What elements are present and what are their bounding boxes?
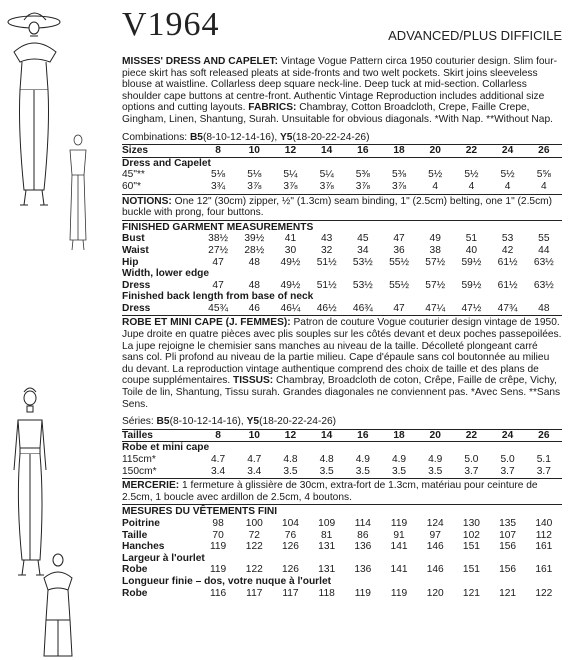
table-cell: 47¾ <box>497 302 518 314</box>
table-cell: 39½ <box>244 233 265 245</box>
table-cell: 48 <box>248 256 260 268</box>
table-cell: 4.9 <box>428 454 443 465</box>
table-cell: 122 <box>245 564 263 576</box>
title-fr: ROBE ET MINI CAPE (J. FEMMES): <box>122 317 291 329</box>
size-table-en <box>122 145 562 192</box>
text: Y5 <box>246 416 260 428</box>
table-cell: 5.0 <box>500 454 515 465</box>
figure-sleeveless-dress <box>14 388 46 575</box>
measurements-heading-fr: MESURES DU VÊTEMENTS FINI <box>122 504 562 518</box>
table-cell: 4 <box>468 180 475 192</box>
table-cell: 126 <box>281 541 299 553</box>
table-cell: 156 <box>499 564 517 576</box>
table-cell: 131 <box>318 541 336 553</box>
table-cell: 4.8 <box>319 454 334 465</box>
table-cell: 3⅞ <box>355 180 370 192</box>
table-cell: 146 <box>426 541 444 553</box>
table-cell: 53½ <box>352 256 373 268</box>
table-cell: 10 <box>236 145 272 157</box>
text: Patron de couture Vogue couturier design vintage de 1950. Jupe droite en quatre pièces avec plis souples sur les côtés devant et deux poches passepoilées. La jupe rejoigne le chemisier sans manches au niveau de la taille. Décolleté plongeant carré sans col. Pli profond au niveau de la partie milieu. Cape d'épaule sans col boutonnée au milieu du devant. La reproduction vintage authentique comprend des choix de taille et des plans de coupe supplémentaires. <box>122 317 562 387</box>
table-cell: 72 <box>248 529 260 541</box>
text: Sizes <box>122 145 200 157</box>
table-cell: 3¾ <box>211 180 226 192</box>
text: 1 fermeture à glissière de 30cm, extra-fort de 1.3cm, matériau pour ceinture de 2.5cm, 1 boucle avec ardillon de 2.5cm, 4 boutons. <box>122 480 538 503</box>
table-cell: 26 <box>526 145 562 157</box>
table-cell: 4 <box>504 180 511 192</box>
table-cell: 5⅛ <box>211 169 226 181</box>
table-row <box>122 181 562 193</box>
table-cell: 121 <box>499 587 517 599</box>
text: Finished back length from base of neck <box>122 291 314 303</box>
table-cell: 3⅞ <box>283 180 298 192</box>
sizes-row <box>122 430 562 442</box>
table-cell: 16 <box>345 145 381 157</box>
table-cell: 5⅜ <box>355 169 370 181</box>
description-text-en: Vintage Vogue Pattern circa 1950 couturier design. Slim four-piece skirt has soft released pleats at side-fronts and two welt pockets. Skirt joins sleeveless blouse at waistline. Collarless deep square neck-line. Deep tuck at mid-section. Collarless shoulder cape buttons at centre-front. Authentic Vintage Reproduction includes additional size options and cutting layouts. <box>122 56 558 114</box>
table-cell: 28½ <box>244 244 265 256</box>
table-cell: 63½ <box>533 256 554 268</box>
text: Tailles <box>122 430 200 442</box>
table-cell: 5.1 <box>536 454 551 465</box>
text: 45"** <box>122 169 145 181</box>
table-cell: 47 <box>393 233 405 245</box>
table-row <box>122 245 562 257</box>
table-cell: 146 <box>426 564 444 576</box>
size-table-fr <box>122 430 562 477</box>
table-row <box>122 442 562 454</box>
pattern-number: V1964 <box>122 6 220 43</box>
text: Robe <box>122 587 148 599</box>
table-cell: 51 <box>465 233 478 245</box>
table-cell: 122 <box>535 587 553 599</box>
table-cell: 22 <box>453 430 489 442</box>
table-cell: 12 <box>272 145 308 157</box>
table-cell: 3.7 <box>536 465 551 477</box>
table-cell: 118 <box>318 587 335 599</box>
table-cell: 119 <box>390 517 408 529</box>
table-cell: 14 <box>309 430 345 442</box>
table-cell: 130 <box>462 517 480 529</box>
table-row <box>122 233 562 245</box>
text: TISSUS: <box>233 375 274 387</box>
table-cell: 141 <box>390 564 408 576</box>
table-cell: 38 <box>429 244 441 256</box>
table-cell: 5⅝ <box>536 169 551 181</box>
text: 60"* <box>122 180 141 192</box>
table-row <box>122 169 562 181</box>
table-cell: 3.4 <box>211 465 226 477</box>
table-cell: 47 <box>212 256 224 268</box>
table-cell: 48 <box>538 302 550 314</box>
table-cell: 70 <box>212 529 224 541</box>
table-cell: 46¾ <box>352 302 373 314</box>
table-cell: 91 <box>393 529 405 541</box>
notions-en <box>122 194 562 219</box>
table-cell: 136 <box>354 541 372 553</box>
table-cell: 117 <box>246 587 263 599</box>
table-cell: 8 <box>200 145 236 157</box>
table-cell: 26 <box>526 430 562 442</box>
table-cell: 55½ <box>389 279 409 291</box>
text: Dress <box>122 279 151 291</box>
table-cell: 141 <box>390 541 408 553</box>
table-cell: 10 <box>236 430 272 442</box>
table-cell: 4.7 <box>247 454 262 465</box>
table-cell: 38½ <box>208 233 228 245</box>
table-cell: 121 <box>462 587 480 599</box>
text: 115cm* <box>122 454 156 465</box>
table-row <box>122 541 562 553</box>
table-cell: 34 <box>357 244 369 256</box>
table-cell: 47½ <box>461 302 482 314</box>
table-cell: 5¼ <box>319 169 334 181</box>
table-cell: 47 <box>212 279 224 291</box>
table-cell: 102 <box>462 529 480 541</box>
table-cell: 161 <box>535 564 553 576</box>
table-row <box>122 518 562 530</box>
view-label: Dress and Capelet <box>122 157 211 169</box>
table-cell: 81 <box>320 529 333 541</box>
notions-fr <box>122 478 562 503</box>
table-cell: 47¼ <box>425 302 446 314</box>
table-cell: 55 <box>538 233 550 245</box>
table-cell: 3.5 <box>355 465 370 477</box>
table-cell: 42 <box>501 244 514 256</box>
table-row <box>122 454 562 466</box>
table-row <box>122 303 562 315</box>
table-cell: 3.7 <box>500 465 515 477</box>
table-cell: 49½ <box>280 279 301 291</box>
text: Bust <box>122 233 145 245</box>
table-cell: 27½ <box>208 244 228 256</box>
table-cell: 44 <box>538 244 550 256</box>
table-cell: 49½ <box>280 256 301 268</box>
table-cell: 49 <box>429 233 441 245</box>
table-cell: 3.5 <box>319 465 334 477</box>
table-cell: 4.7 <box>211 454 226 465</box>
difficulty-label: ADVANCED/PLUS DIFFICILE <box>388 28 562 43</box>
table-cell: 112 <box>535 529 552 541</box>
table-cell: 14 <box>309 145 345 157</box>
table-cell: 4.9 <box>355 454 370 465</box>
text: Width, lower edge <box>122 268 210 280</box>
table-cell: 109 <box>318 517 336 529</box>
illustration-column <box>0 0 118 660</box>
table-cell: 5¼ <box>283 169 298 181</box>
table-row <box>122 564 562 576</box>
measurements-heading-en: FINISHED GARMENT MEASUREMENTS <box>122 220 562 234</box>
table-cell: 3.7 <box>464 465 479 477</box>
combinations-line <box>122 132 562 146</box>
table-row <box>122 257 562 269</box>
text: Taille <box>122 529 148 541</box>
table-row <box>122 291 562 303</box>
text: One 12" (30cm) zipper, ½" (1.3cm) seam binding, 1" (2.5cm) belting, one 1" (2.5cm) buckle with prong, four buttons. <box>122 195 553 219</box>
table-cell: 36 <box>393 244 405 256</box>
table-row <box>122 157 562 169</box>
text: B5 <box>156 416 170 428</box>
table-cell: 46½ <box>316 302 337 314</box>
text: 150cm* <box>122 465 157 477</box>
table-cell: 30 <box>284 244 297 256</box>
table-row <box>122 280 562 292</box>
table-cell: 18 <box>381 430 417 442</box>
table-cell: 122 <box>245 541 263 553</box>
table-cell: 5½ <box>500 169 515 181</box>
table-cell: 140 <box>535 517 553 529</box>
table-row <box>122 576 562 588</box>
text: (8-10-12-14-16), <box>202 131 280 143</box>
table-row <box>122 588 562 600</box>
header <box>122 6 562 50</box>
table-cell: 46 <box>248 302 260 314</box>
table-cell: 3⅞ <box>319 180 334 192</box>
measurements-table-en <box>122 233 562 314</box>
table-cell: 51½ <box>316 256 337 268</box>
text: Hip <box>122 256 139 268</box>
text: NOTIONS: <box>122 195 172 207</box>
title-en: MISSES' DRESS AND CAPELET: <box>122 56 279 67</box>
front-view-capelet-detail <box>44 554 72 656</box>
table-cell: 119 <box>209 564 227 576</box>
description-en <box>122 56 562 126</box>
table-cell: 5½ <box>428 169 443 181</box>
table-cell: 3.4 <box>247 465 262 477</box>
table-cell: 45 <box>357 233 369 245</box>
table-cell: 136 <box>354 564 372 576</box>
text: Robe <box>122 564 148 576</box>
table-cell: 8 <box>200 430 236 442</box>
table-cell: 3⅞ <box>247 180 262 192</box>
table-cell: 156 <box>499 541 517 553</box>
table-cell: 114 <box>354 517 371 529</box>
table-cell: 116 <box>209 587 227 599</box>
table-cell: 4 <box>541 180 547 192</box>
table-cell: 20 <box>417 145 453 157</box>
text: Combinations: <box>122 131 190 143</box>
text: Largeur à l'ourlet <box>122 552 205 564</box>
description-fr <box>122 315 562 410</box>
table-cell: 43 <box>320 233 333 245</box>
table-cell: 16 <box>345 430 381 442</box>
text: Waist <box>122 244 149 256</box>
table-cell: 86 <box>357 529 369 541</box>
text: Hanches <box>122 541 165 553</box>
table-cell: 57½ <box>425 279 446 291</box>
table-cell: 5⅛ <box>247 169 262 181</box>
table-cell: 119 <box>354 587 371 599</box>
table-cell: 45¾ <box>208 302 228 314</box>
sizes-row <box>122 145 562 157</box>
text: Poitrine <box>122 517 160 529</box>
text: (18-20-22-24-26) <box>292 131 370 143</box>
text: Chambray, Broadcloth de coton, Crêpe, Faille de crêpe, Vichy, Toile de lin, Shantung, Tissu surah. Grandes diagonales ne conviennent pas. *Avec Sens. **Sans Sens. <box>122 375 561 410</box>
table-cell: 12 <box>272 430 308 442</box>
table-cell: 3.5 <box>391 465 407 477</box>
table-cell: 24 <box>490 430 526 442</box>
table-cell: 100 <box>245 517 263 529</box>
pattern-envelope-text <box>122 56 562 599</box>
table-cell: 107 <box>499 529 517 541</box>
table-cell: 124 <box>426 517 444 529</box>
table-cell: 5⅜ <box>391 169 407 181</box>
table-cell: 63½ <box>533 279 554 291</box>
text: MERCERIE: <box>122 480 180 492</box>
table-cell: 57½ <box>425 256 446 268</box>
table-cell: 126 <box>281 564 299 576</box>
fabrics-text-en: Chambray, Cotton Broadcloth, Crepe, Faille Crepe, Gingham, Linen, Shantung, Surah. Unsuitable for obvious diagonals. *With Nap. **Without Nap. <box>122 102 553 125</box>
table-cell: 161 <box>535 541 553 553</box>
table-cell: 61½ <box>497 256 518 268</box>
table-cell: 5.0 <box>464 454 479 465</box>
table-cell: 119 <box>209 541 227 553</box>
table-cell: 48 <box>248 279 260 291</box>
table-cell: 151 <box>462 541 480 553</box>
text: (18-20-22-24-26) <box>259 416 337 428</box>
table-cell: 53 <box>501 233 514 245</box>
table-cell: 135 <box>499 517 517 529</box>
table-cell: 55½ <box>389 256 409 268</box>
table-cell: 59½ <box>461 279 482 291</box>
table-row <box>122 466 562 478</box>
table-row <box>122 530 562 542</box>
fashion-figure-hat-capelet <box>8 13 60 205</box>
table-cell: 4.8 <box>283 454 298 465</box>
table-cell: 40 <box>465 244 478 256</box>
table-cell: 97 <box>429 529 441 541</box>
table-cell: 18 <box>381 145 417 157</box>
table-cell: 117 <box>282 587 299 599</box>
table-cell: 20 <box>417 430 453 442</box>
table-row <box>122 553 562 565</box>
table-cell: 46¼ <box>280 302 301 314</box>
table-cell: 24 <box>490 145 526 157</box>
table-cell: 61½ <box>497 279 518 291</box>
text: B5 <box>189 131 203 143</box>
table-cell: 22 <box>453 145 489 157</box>
table-cell: 151 <box>462 564 480 576</box>
table-cell: 98 <box>212 517 224 529</box>
text: Dress <box>122 302 151 314</box>
view-label: Robe et mini cape <box>122 442 210 454</box>
table-cell: 47 <box>393 302 405 314</box>
table-cell: 59½ <box>461 256 482 268</box>
table-row <box>122 268 562 280</box>
table-cell: 3.5 <box>428 465 443 477</box>
table-cell: 76 <box>284 529 297 541</box>
table-cell: 120 <box>426 587 444 599</box>
table-cell: 4.9 <box>391 454 407 465</box>
table-cell: 104 <box>281 517 299 529</box>
text: Longueur finie – dos, votre nuque à l'ourlet <box>122 575 332 587</box>
series-line <box>122 416 562 430</box>
table-cell: 5½ <box>464 169 479 181</box>
table-cell: 53½ <box>352 279 373 291</box>
table-cell: 3⅞ <box>391 180 407 192</box>
fabrics-label-en: FABRICS: <box>248 102 297 114</box>
table-cell: 3.5 <box>283 465 298 477</box>
measurements-table-fr <box>122 518 562 599</box>
back-view-dress-sketch <box>70 135 86 250</box>
text: Séries: <box>122 416 157 428</box>
text: (8-10-12-14-16), <box>169 416 247 428</box>
table-cell: 41 <box>284 233 297 245</box>
text: Y5 <box>280 131 293 143</box>
table-cell: 131 <box>318 564 336 576</box>
table-cell: 4 <box>432 180 439 192</box>
table-cell: 119 <box>390 587 408 599</box>
table-cell: 32 <box>320 244 333 256</box>
table-cell: 51½ <box>316 279 337 291</box>
